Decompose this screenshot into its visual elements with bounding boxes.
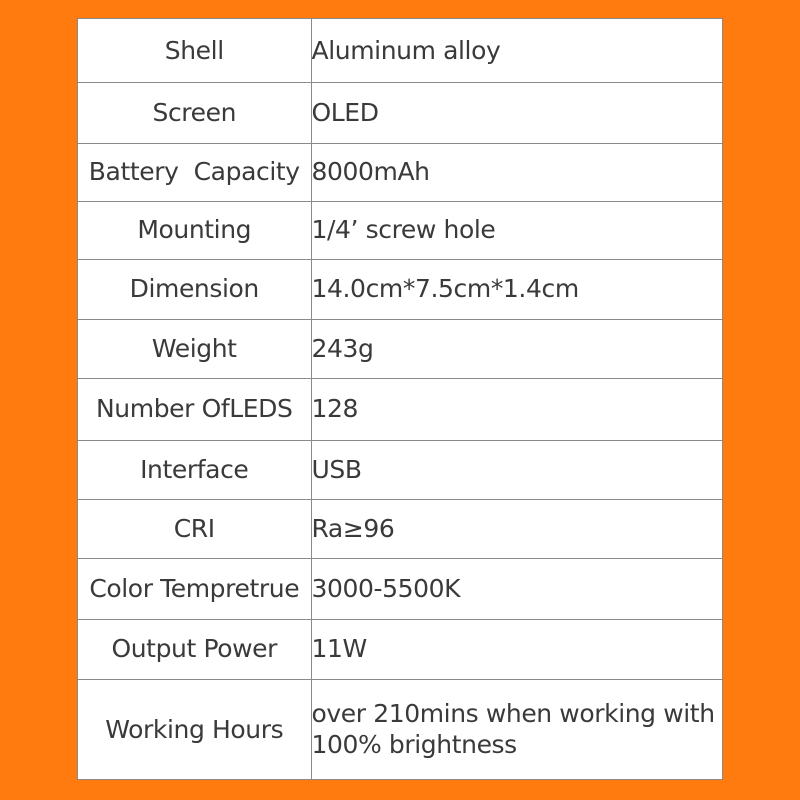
spec-name-interface: Interface	[78, 440, 311, 499]
table-row	[78, 499, 722, 558]
spec-value-working-hours: over 210mins when working with 100% brightness	[311, 699, 715, 760]
spec-name-number-of-leds: Number OfLEDS	[78, 378, 311, 440]
spec-value-screen: OLED	[311, 82, 722, 143]
table-row	[78, 319, 722, 378]
table-row	[78, 619, 722, 679]
spec-value-output-power: 11W	[311, 619, 722, 679]
spec-name-output-power: Output Power	[78, 619, 311, 679]
spec-name-shell: Shell	[78, 19, 311, 82]
table-row	[78, 440, 722, 499]
table-row	[78, 679, 722, 779]
spec-name-weight: Weight	[78, 319, 311, 378]
table-row	[78, 143, 722, 201]
spec-table-card	[77, 18, 723, 780]
spec-value-interface: USB	[311, 440, 722, 499]
table-row	[78, 19, 722, 82]
spec-value-shell: Aluminum alloy	[311, 19, 722, 82]
spec-value-color-temperature: 3000-5500K	[311, 558, 722, 619]
spec-table	[78, 19, 722, 779]
spec-value-mounting: 1/4’ screw hole	[311, 201, 722, 259]
table-row	[78, 378, 722, 440]
spec-value-dimension: 14.0cm*7.5cm*1.4cm	[311, 259, 722, 319]
spec-name-dimension: Dimension	[78, 259, 311, 319]
spec-value-weight: 243g	[311, 319, 722, 378]
spec-name-cri: CRI	[78, 499, 311, 558]
table-row	[78, 259, 722, 319]
spec-name-color-temperature: Color Tempretrue	[78, 558, 311, 619]
spec-name-mounting: Mounting	[78, 201, 311, 259]
table-row	[78, 82, 722, 143]
spec-value-battery-capacity: 8000mAh	[311, 143, 722, 201]
table-row	[78, 201, 722, 259]
spec-name-screen: Screen	[78, 82, 311, 143]
table-row	[78, 558, 722, 619]
spec-value-number-of-leds: 128	[311, 378, 722, 440]
spec-name-working-hours: Working Hours	[78, 679, 311, 779]
spec-name-battery-capacity: Battery Capacity	[78, 143, 311, 201]
spec-value-cri: Ra≥96	[311, 499, 722, 558]
